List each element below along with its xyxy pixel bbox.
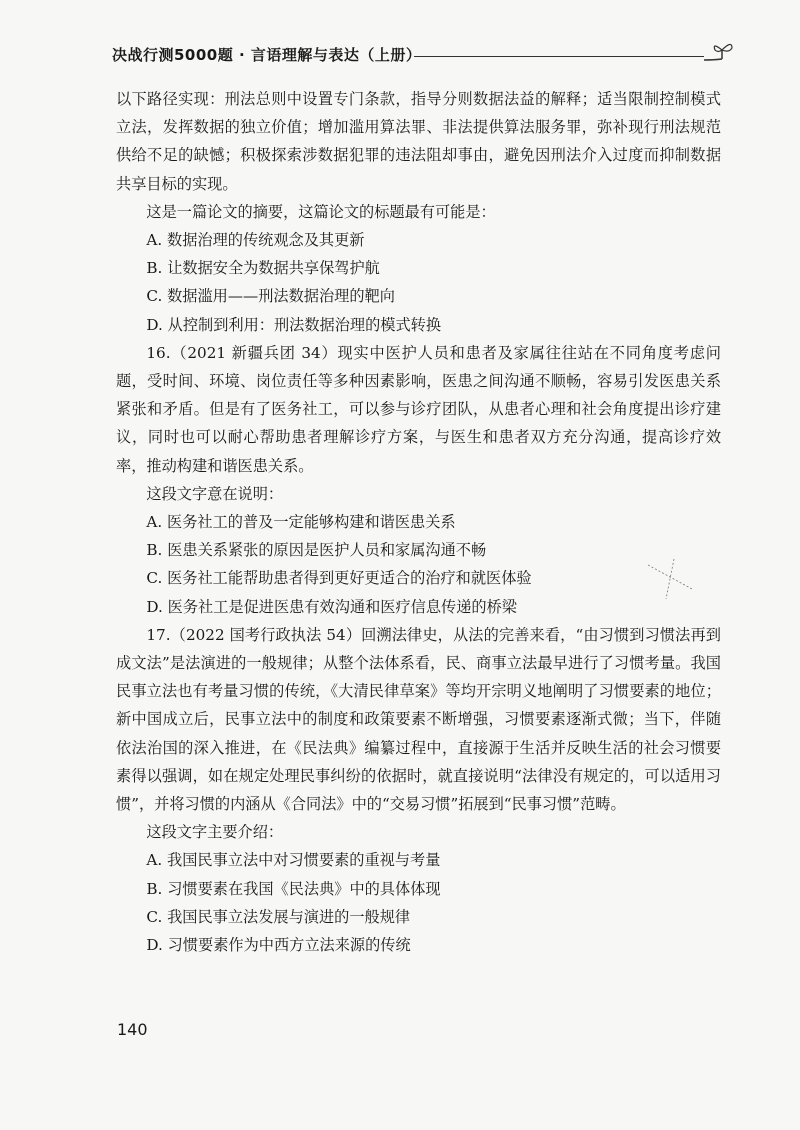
paragraph: 这段文字意在说明：: [146, 484, 284, 503]
answer-option: A. 数据治理的传统观念及其更新: [146, 231, 365, 250]
page-number: 140: [117, 1020, 148, 1039]
book-title: 决战行测5000题 · 言语理解与表达（上册）: [112, 46, 422, 64]
paragraph: 这是一篇论文的摘要，这篇论文的标题最有可能是：: [146, 202, 496, 221]
answer-option: C. 我国民事立法发展与演进的一般规律: [146, 907, 411, 926]
answer-option: A. 医务社工的普及一定能够构建和谐医患关系: [146, 513, 456, 532]
paragraph: 16.（2021 新疆兵团 34）现实中医护人员和患者及家属往往站在不同角度考虑问题，受时间、环境、岗位责任等多种因素影响，医患之间沟通不顺畅，容易引发医患关系紧张和矛盾。但是有了医务社工，可以参与诊疗团队，从患者心理和社会角度提出诊疗建议，同时也可以耐心帮助患者理解诊疗方案，与医生和患者双方充分沟通，提高诊疗效率，推动构建和谐医患关系。: [116, 343, 721, 475]
answer-option: D. 从控制到利用：刑法数据治理的模式转换: [146, 315, 442, 334]
pencil-mark: [640, 555, 700, 615]
page-body: [116, 85, 721, 959]
answer-option: A. 我国民事立法中对习惯要素的重视与考量: [146, 851, 441, 870]
answer-option: D. 习惯要素作为中西方立法来源的传统: [146, 936, 411, 955]
sprout-icon: [702, 40, 736, 66]
answer-option: B. 让数据安全为数据共享保驾护航: [146, 259, 380, 278]
answer-option: B. 习惯要素在我国《民法典》中的具体体现: [146, 879, 441, 898]
answer-option: C. 数据滥用——刑法数据治理的靶向: [146, 287, 395, 306]
header-rule: [414, 56, 704, 57]
paragraph: 这段文字主要介绍：: [146, 823, 284, 842]
answer-option: D. 医务社工是促进医患有效沟通和医疗信息传递的桥梁: [146, 597, 517, 616]
paragraph: 以下路径实现：刑法总则中设置专门条款，指导分则数据法益的解释；适当限制控制模式立法，发挥数据的独立价值；增加滥用算法罪、非法提供算法服务罪，弥补现行刑法规范供给不足的缺憾；积极探索涉数据犯罪的违法阻却事由，避免因刑法介入过度而抑制数据共享目标的实现。: [116, 90, 721, 193]
paragraph: 17.（2022 国考行政执法 54）回溯法律史，从法的完善来看，“由习惯到习惯法再到成文法”是法演进的一般规律；从整个法体系看，民、商事立法最早进行了习惯考量。我国民事立法也有考量习惯的传统，《大清民律草案》等均开宗明义地阐明了习惯要素的地位；新中国成立后，民事立法中的制度和政策要素不断增强，习惯要素逐渐式微；当下，伴随依法治国的深入推进，在《民法典》编纂过程中，直接源于生活并反映生活的社会习惯要素得以强调，如在规定处理民事纠纷的依据时，就直接说明“法律没有规定的，可以适用习惯”，并将习惯的内涵从《合同法》中的“交易习惯”拓展到“民事习惯”范畴。: [116, 625, 721, 814]
answer-option: B. 医患关系紧张的原因是医护人员和家属沟通不畅: [146, 541, 487, 560]
running-header: [112, 40, 737, 70]
answer-option: C. 医务社工能帮助患者得到更好更适合的治疗和就医体验: [146, 569, 532, 588]
